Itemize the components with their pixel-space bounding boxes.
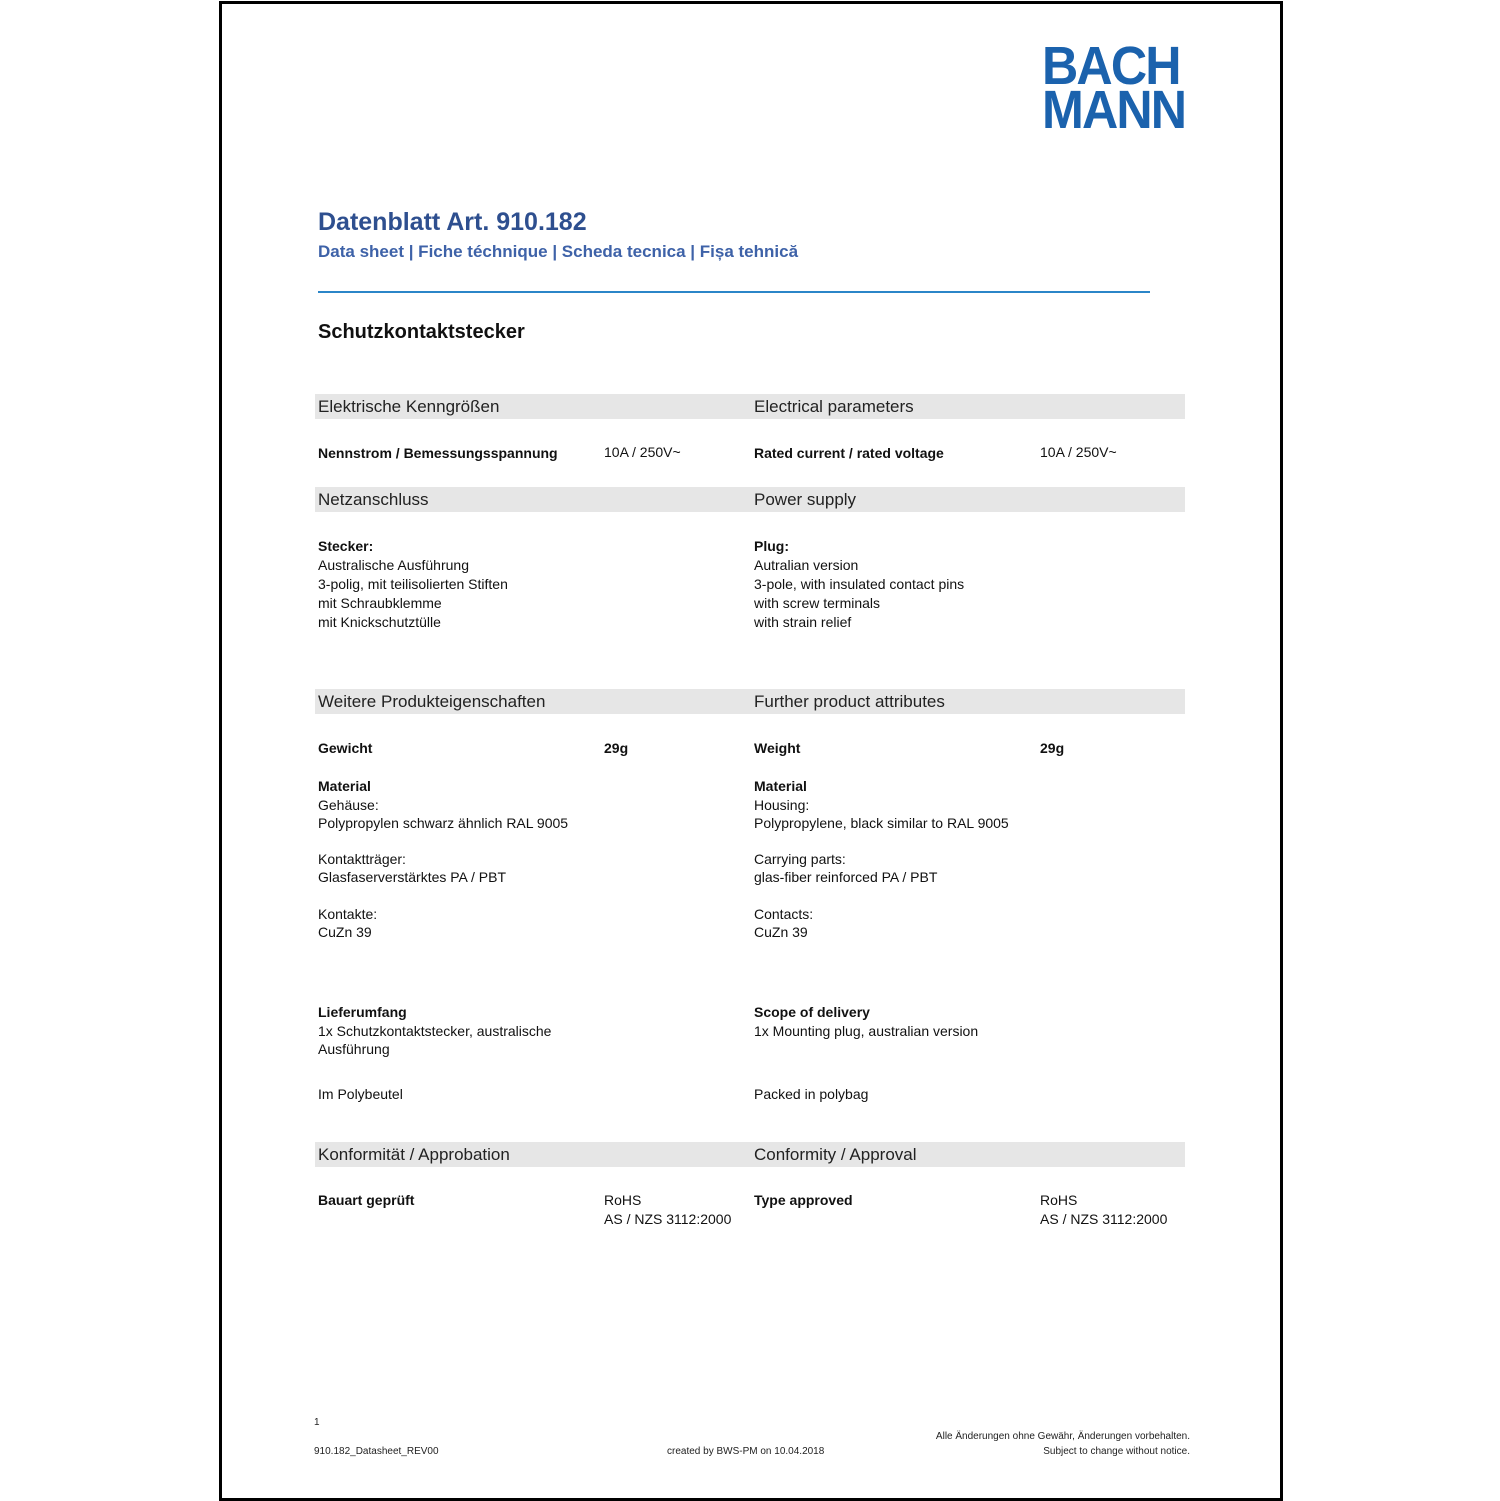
rated-value-en: 10A / 250V~ xyxy=(1040,444,1117,460)
section-header-electrical xyxy=(315,394,1185,419)
contacts-value-en: CuZn 39 xyxy=(754,924,808,940)
footer-disclaimer-en: Subject to change without notice. xyxy=(1043,1446,1190,1457)
housing-value-en: Polypropylene, black similar to RAL 9005 xyxy=(754,815,1009,831)
approval-value: RoHS xyxy=(1040,1192,1078,1208)
footer-disclaimer-de: Alle Änderungen ohne Gewähr, Änderungen vorbehalten. xyxy=(935,1431,1190,1442)
plug-line-de: mit Schraubklemme xyxy=(318,595,442,611)
plug-line-en: with screw terminals xyxy=(754,595,881,611)
delivery-line-en: 1x Mounting plug, australian version xyxy=(754,1023,979,1039)
weight-value-en: 29g xyxy=(1040,740,1065,756)
page-number: 1 xyxy=(314,1417,320,1428)
weight-label-de: Gewicht xyxy=(318,740,373,756)
section-header-attributes xyxy=(315,689,1185,714)
delivery-line-de: 1x Schutzkontaktstecker, australische xyxy=(318,1023,552,1039)
plug-line-en: 3-pole, with insulated contact pins xyxy=(754,576,965,592)
weight-label-en: Weight xyxy=(754,740,801,756)
housing-label-de: Gehäuse: xyxy=(318,797,379,813)
delivery-line-de: Ausführung xyxy=(318,1041,390,1057)
logo-line-2: MANN xyxy=(1042,80,1186,140)
delivery-head-en: Scope of delivery xyxy=(754,1004,870,1020)
delivery-pack-en: Packed in polybag xyxy=(754,1086,869,1102)
weight-value-de: 29g xyxy=(604,740,629,756)
rated-label-de: Nennstrom / Bemessungsspannung xyxy=(318,445,558,461)
footer-file-name: 910.182_Datasheet_REV00 xyxy=(314,1446,439,1457)
title-divider xyxy=(318,291,1150,293)
rated-label-en: Rated current / rated voltage xyxy=(754,445,944,461)
plug-head-de: Stecker: xyxy=(318,538,374,554)
contacts-label-en: Contacts: xyxy=(754,906,814,922)
contacts-value-de: CuZn 39 xyxy=(318,924,372,940)
plug-line-de: 3-polig, mit teilisolierten Stiften xyxy=(318,576,508,592)
approval-label-de: Bauart geprüft xyxy=(318,1192,415,1208)
datasheet-page xyxy=(219,1,1283,1501)
carrier-value-en: glas-fiber reinforced PA / PBT xyxy=(754,869,938,885)
bachmann-logo xyxy=(1042,36,1192,140)
footer-created: created by BWS-PM on 10.04.2018 xyxy=(667,1446,825,1457)
carrier-label-de: Kontaktträger: xyxy=(318,851,406,867)
section-header-conformity xyxy=(315,1142,1185,1167)
approval-value: AS / NZS 3112:2000 xyxy=(1040,1211,1168,1227)
plug-head-en: Plug: xyxy=(754,538,789,554)
section-title-en: Conformity / Approval xyxy=(754,1145,917,1164)
section-title-de: Weitere Produkteigenschaften xyxy=(318,692,546,711)
housing-label-en: Housing: xyxy=(754,797,810,813)
section-title-de: Netzanschluss xyxy=(318,490,429,509)
material-head-en: Material xyxy=(754,778,807,794)
contacts-label-de: Kontakte: xyxy=(318,906,378,922)
approval-value: RoHS xyxy=(604,1192,642,1208)
housing-value-de: Polypropylen schwarz ähnlich RAL 9005 xyxy=(318,815,569,831)
approval-value: AS / NZS 3112:2000 xyxy=(604,1211,732,1227)
plug-line-en: Autralian version xyxy=(754,557,859,573)
page-subtitle: Data sheet | Fiche téchnique | Scheda tecnica | Fișa tehnică xyxy=(318,242,799,261)
plug-line-de: mit Knickschutztülle xyxy=(318,614,441,630)
section-title-en: Power supply xyxy=(754,490,857,509)
product-name: Schutzkontaktstecker xyxy=(318,321,525,343)
section-title-de: Konformität / Approbation xyxy=(318,1145,510,1164)
carrier-label-en: Carrying parts: xyxy=(754,851,846,867)
material-head-de: Material xyxy=(318,778,371,794)
section-title-de: Elektrische Kenngrößen xyxy=(318,397,500,416)
rated-value-de: 10A / 250V~ xyxy=(604,444,681,460)
carrier-value-de: Glasfaserverstärktes PA / PBT xyxy=(318,869,507,885)
delivery-pack-de: Im Polybeutel xyxy=(318,1086,403,1102)
section-header-supply xyxy=(315,487,1185,512)
page-title: Datenblatt Art. 910.182 xyxy=(318,208,587,236)
plug-line-de: Australische Ausführung xyxy=(318,557,469,573)
delivery-head-de: Lieferumfang xyxy=(318,1004,407,1020)
plug-line-en: with strain relief xyxy=(754,614,852,630)
section-title-en: Electrical parameters xyxy=(754,397,914,416)
approval-label-en: Type approved xyxy=(754,1192,853,1208)
logo-line-1: BACH xyxy=(1042,36,1180,96)
section-title-en: Further product attributes xyxy=(754,692,945,711)
